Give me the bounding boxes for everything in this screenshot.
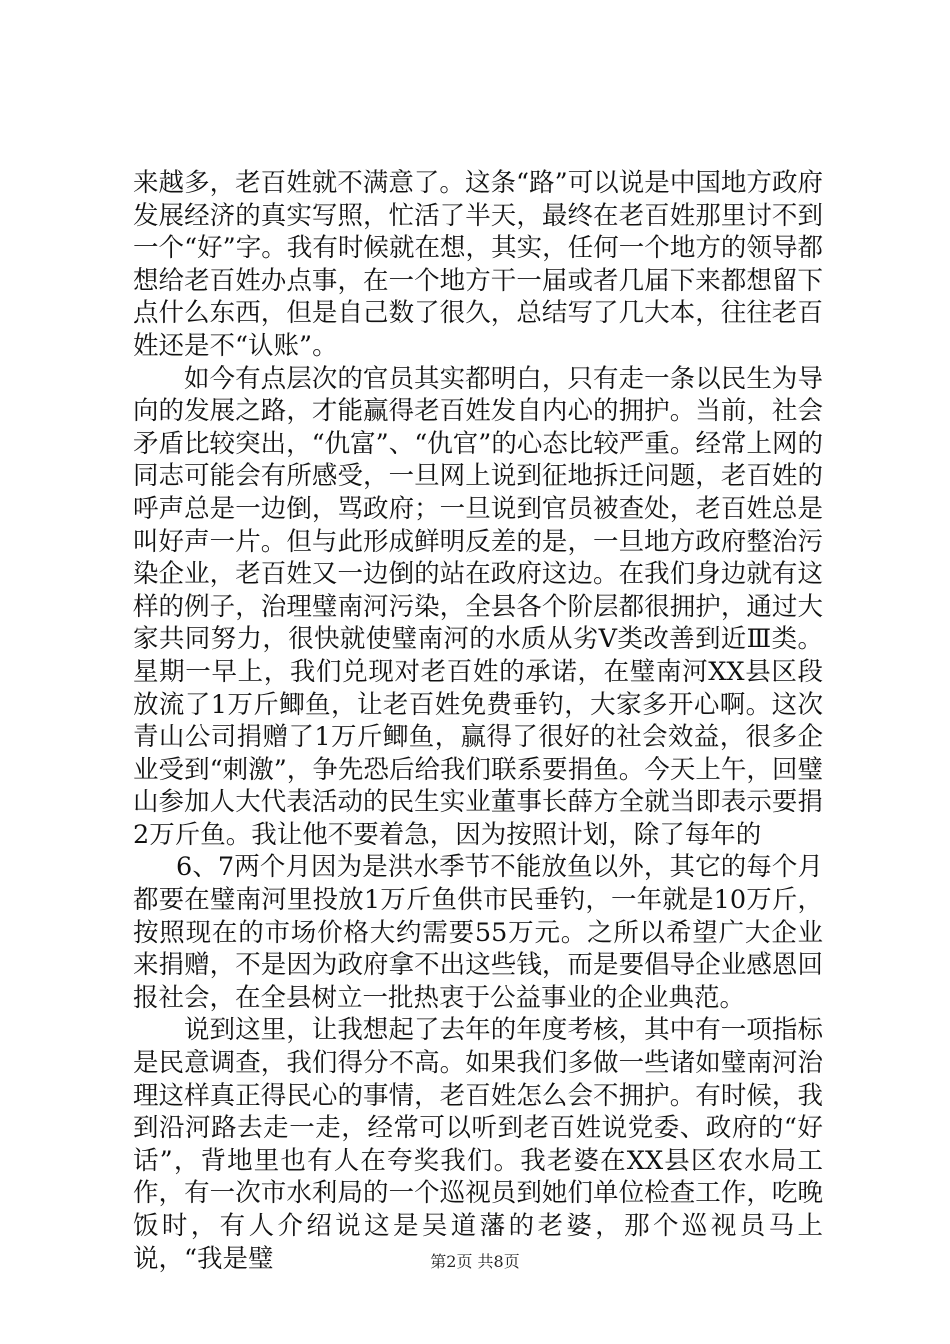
page-footer: 第2页 共8页 (430, 1252, 520, 1271)
paragraph-2: 如今有点层次的官员其实都明白，只有走一条以民生为导向的发展之路，才能赢得老百姓发自内心的拥护。当前，社会矛盾比较突出，“仇富”、“仇官”的心态比较严重。经常上网的同志可能会有所感受，一旦网上说到征地拆迁问题，老百姓的呼声总是一边倒，骂政府；一旦说到官员被查处，老百姓总是叫好声一片。但与此形成鲜明反差的是，一旦地方政府整治污染企业，老百姓又一边倒的站在政府这边。在我们身边就有这样的例子，治理璧南河污染，全县各个阶层都很拥护，通过大家共同努力，很快就使璧南河的水质从劣Ⅴ类改善到近Ⅲ类。星期一早上，我们兑现对老百姓的承诺，在璧南河XX县区段放流了1万斤鲫鱼，让老百姓免费垂钓，大家多开心啊。这次青山公司捐赠了1万斤鲫鱼，赢得了很好的社会效益，很多企业受到“刺激”，争先恐后给我们联系要捐鱼。今天上午，回璧山参加人大代表活动的民生实业董事长薛方全就当即表示要捐2万斤鱼。我让他不要着急，因为按照计划，除了每年的 (133, 363, 823, 850)
paragraph-3: 6、7两个月因为是洪水季节不能放鱼以外，其它的每个月都要在璧南河里投放1万斤鱼供市民垂钓，一年就是10万斤，按照现在的市场价格大约需要55万元。之所以希望广大企业来捐赠，不是因为政府拿不出这些钱，而是要倡导企业感恩回报社会，在全县树立一批热衷于公益事业的企业典范。 (133, 852, 823, 1013)
paragraph-1: 来越多，老百姓就不满意了。这条“路”可以说是中国地方政府发展经济的真实写照，忙活了半天，最终在老百姓那里讨不到一个“好”字。我有时候就在想，其实，任何一个地方的领导都想给老百姓办点事，在一个地方干一届或者几届下来都想留下点什么东西，但是自己数了很久，总结写了几大本，往往老百姓还是不“认账”。 (133, 168, 823, 361)
document-body (133, 167, 823, 1275)
paragraph-4: 说到这里，让我想起了去年的年度考核，其中有一项指标是民意调查，我们得分不高。如果我们多做一些诸如璧南河治理这样真正得民心的事情，老百姓怎么会不拥护。有时候，我到沿河路去走一走，经常可以听到老百姓说党委、政府的“好话”，背地里也有人在夸奖我们。我老婆在XX县区农水局工作，有一次市水利局的一个巡视员到她们单位检查工作，吃晚饭时，有人介绍说这是吴道藩的老婆，那个巡视员马上说，“我是璧 (133, 1015, 823, 1274)
